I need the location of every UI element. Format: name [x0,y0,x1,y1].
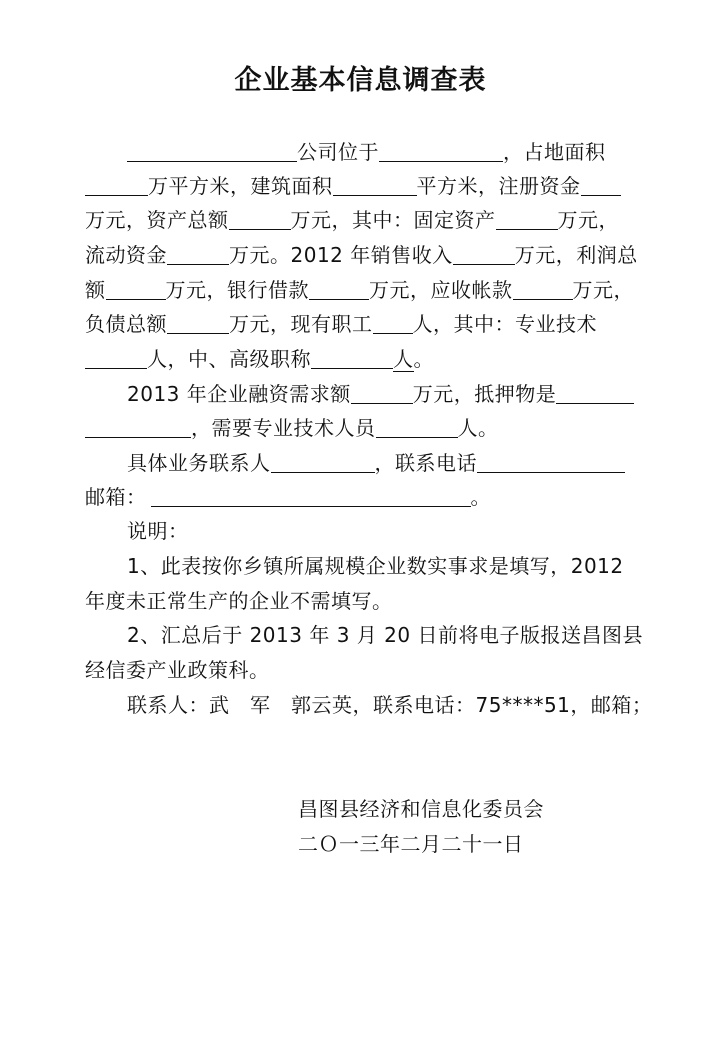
contact-phone-field[interactable] [477,452,625,473]
label: ，占地面积 [503,140,606,164]
collateral-field-cont[interactable] [85,417,191,438]
company-name-field[interactable] [127,141,297,162]
label: ，需要专业技术人员 [191,416,376,440]
required-tech-staff-field[interactable] [376,417,458,438]
label: 公司位于 [297,140,379,164]
label: 邮箱： [85,485,147,509]
label: 万元，利润总 [514,243,638,267]
location-field[interactable] [379,141,503,162]
form-line-7 [85,346,434,372]
building-area-field[interactable] [333,175,417,196]
label: 万元，抵押物是 [412,382,557,406]
form-line-2 [85,173,621,199]
employees-field[interactable] [373,313,413,334]
form-line-11 [85,484,491,510]
label: 具体业务联系人 [127,451,271,475]
form-line-6 [85,311,597,337]
label: 万元，现有职工 [229,312,373,336]
registered-capital-field[interactable] [581,175,621,196]
form-line-1 [127,139,606,165]
label: 万元，资产总额 [85,208,229,232]
total-assets-field[interactable] [229,209,291,230]
fixed-assets-field[interactable] [496,209,558,230]
label: 平方米，注册资金 [416,174,581,198]
contact-info: 联系人：武 军 郭云英，联系电话：75****51，邮箱； [127,693,653,717]
total-liabilities-field[interactable] [167,313,229,334]
label: ，联系电话 [374,451,477,475]
form-line-5 [85,277,634,303]
note-2: 2、汇总后于 2013 年 3 月 20 日前将电子版报送昌图县 [127,623,643,647]
label: 。 [470,485,491,509]
label: 额 [85,278,106,302]
label: 万元，应收帐款 [369,278,513,302]
email-field[interactable] [151,486,471,507]
notes-heading: 说明： [127,519,189,543]
technical-staff-field[interactable] [85,348,147,369]
bank-loan-field[interactable] [309,279,369,300]
note-2-cont: 经信委产业政策科。 [85,658,270,682]
form-line-8 [127,381,634,407]
label: 万元，其中：固定资产 [290,208,496,232]
note-1: 1、此表按你乡镇所属规模企业数实事求是填写，2012 [127,554,624,578]
current-assets-field[interactable] [167,244,229,265]
label: 人。 [457,416,499,440]
receivables-field[interactable] [513,279,573,300]
form-line-9 [85,415,499,441]
label: 万平方米，建筑面积 [148,174,333,198]
form-line-10 [127,450,625,476]
label: 万元，银行借款 [165,278,309,302]
label: 万元， [572,278,634,302]
label: 负债总额 [85,312,167,336]
collateral-field[interactable] [556,383,634,404]
form-line-3 [85,207,619,233]
label: 万元， [557,208,619,232]
page-title: 企业基本信息调查表 [234,65,487,96]
note-1-cont: 年度未正常生产的企业不需填写。 [85,589,393,613]
senior-title-field[interactable] [311,348,393,369]
label: 。 [413,347,434,371]
financing-demand-field[interactable] [351,383,413,404]
label: 万元。2012 年销售收入 [229,243,453,267]
sales-revenue-field[interactable] [453,244,515,265]
signature-date: 二Ｏ一三年二月二十一日 [298,832,524,856]
label: 流动资金 [85,243,167,267]
signature-org: 昌图县经济和信息化委员会 [298,797,544,821]
contact-person-field[interactable] [271,452,375,473]
label: 人，中、高级职称 [147,347,311,371]
total-profit-field[interactable] [106,279,166,300]
land-area-field[interactable] [85,175,148,196]
label: 人，其中：专业技术 [412,312,597,336]
label: 2013 年企业融资需求额 [127,382,351,406]
label: 人 [393,347,414,371]
form-line-4 [85,242,638,268]
